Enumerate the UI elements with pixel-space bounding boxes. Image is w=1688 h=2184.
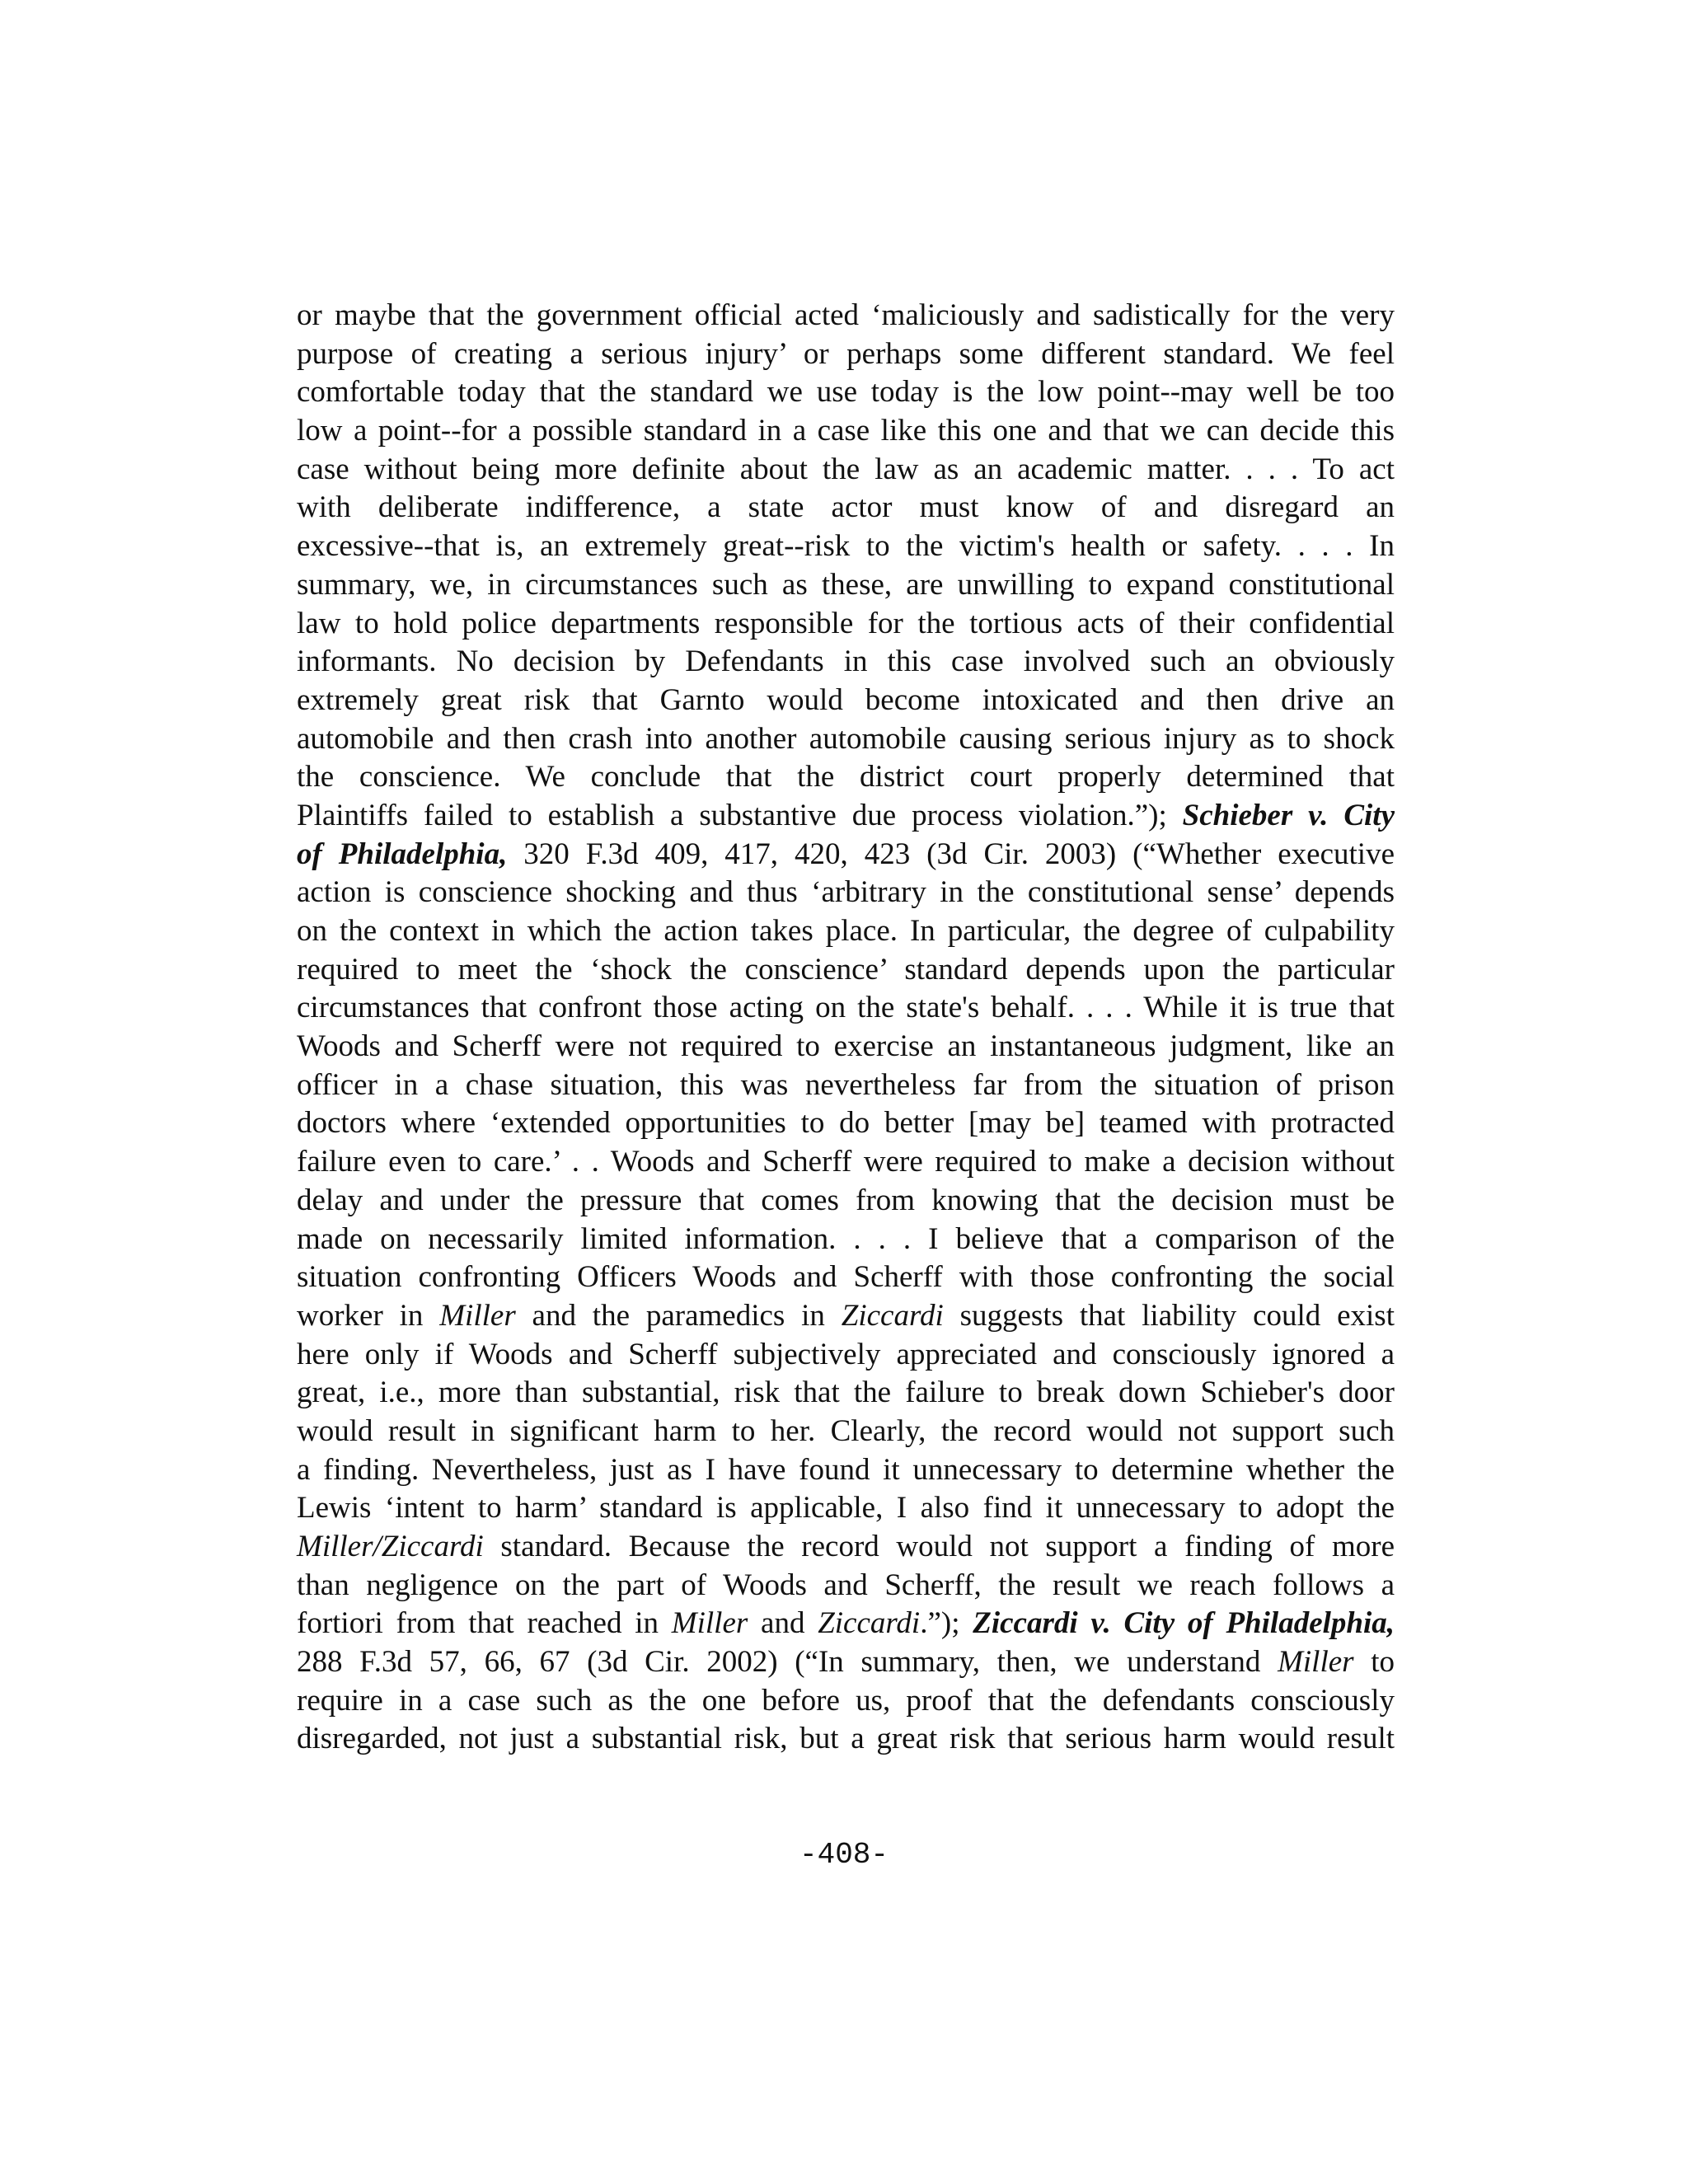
text-line <box>297 1258 1395 1297</box>
text-segment: disregarded, not just a substantial risk, but a great risk that serious harm would result <box>297 1722 1395 1756</box>
case-citation-segment: Schieber v. City <box>1182 798 1395 832</box>
text-segment: a finding. Nevertheless, just as I have found it unnecessary to determine whether the <box>297 1452 1395 1487</box>
text-segment: circumstances that confront those acting on the state's behalf. . . . While it is true that <box>297 991 1395 1025</box>
text-line <box>297 1643 1395 1682</box>
text-segment: 288 F.3d 57, 66, 67 (3d Cir. 2002) (“In summary, then, we understand <box>297 1645 1278 1680</box>
text-line <box>297 912 1395 951</box>
text-segment: purpose of creating a serious injury’ or perhaps some different standard. We feel <box>297 336 1395 371</box>
text-segment: require in a case such as the one before us, proof that the defendants consciously <box>297 1683 1395 1718</box>
text-line <box>297 1413 1395 1451</box>
text-segment: on the context in which the action takes place. In particular, the degree of culpability <box>297 914 1395 948</box>
text-line <box>297 1028 1395 1066</box>
text-segment: extremely great risk that Garnto would become intoxicated and then drive an <box>297 682 1395 717</box>
text-line <box>297 373 1395 412</box>
text-line <box>297 605 1395 644</box>
text-segment: great, i.e., more than substantial, risk that the failure to break down Schieber's door <box>297 1376 1395 1410</box>
text-line <box>297 1104 1395 1143</box>
text-segment: delay and under the pressure that comes from knowing that the decision must be <box>297 1183 1395 1217</box>
case-citation-segment: of Philadelphia, <box>297 837 508 871</box>
text-segment: officer in a chase situation, this was nevertheless far from the situation of prison <box>297 1067 1395 1102</box>
text-segment: Lewis ‘intent to harm’ standard is applicable, I also find it unnecessary to adopt the <box>297 1491 1395 1526</box>
case-citation-segment: Ziccardi v. City of Philadelphia, <box>973 1606 1395 1641</box>
text-line <box>297 1682 1395 1721</box>
text-line <box>297 335 1395 374</box>
text-segment: required to meet the ‘shock the conscience’ standard depends upon the particular <box>297 952 1395 987</box>
text-segment: and the paramedics in <box>515 1298 842 1333</box>
text-line <box>297 1297 1395 1336</box>
case-citation-segment: Miller <box>439 1298 516 1333</box>
text-segment: standard. Because the record would not support a finding of more <box>483 1530 1395 1563</box>
text-segment: made on necessarily limited information. . . . I believe that a comparison of the <box>297 1221 1395 1256</box>
text-line <box>297 1221 1395 1259</box>
text-line <box>297 1489 1395 1528</box>
text-line <box>297 682 1395 720</box>
text-segment: would result in significant harm to her. Clearly, the record would not support such <box>297 1413 1395 1448</box>
text-line <box>297 1451 1395 1490</box>
text-segment: and <box>748 1606 818 1641</box>
text-segment: case without being more definite about the law as an academic matter. . . . To act <box>297 452 1395 486</box>
text-line <box>297 489 1395 527</box>
case-citation-segment: Ziccardi <box>841 1298 944 1333</box>
text-segment: here only if Woods and Scherff subjectively appreciated and consciously ignored a <box>297 1337 1395 1371</box>
case-citation-segment: Miller/Ziccardi <box>297 1530 484 1563</box>
text-segment: than negligence on the part of Woods and Scherff, the result we reach follows a <box>297 1568 1395 1602</box>
text-line <box>297 297 1395 335</box>
text-segment: Plaintiffs failed to establish a substantive due process violation.”); <box>297 798 1183 832</box>
text-segment: excessive--that is, an extremely great--risk to the victim's health or safety. . . . In <box>297 529 1395 564</box>
text-segment: .”); <box>920 1606 973 1641</box>
text-segment: action is conscience shocking and thus ‘arbitrary in the constitutional sense’ depends <box>297 875 1395 910</box>
text-segment: to <box>1353 1645 1395 1680</box>
text-segment: comfortable today that the standard we use today is the low point--may well be too <box>297 375 1395 410</box>
text-segment: informants. No decision by Defendants in this case involved such an obviously <box>297 644 1395 679</box>
text-line <box>297 451 1395 490</box>
text-segment: doctors where ‘extended opportunities to do better [may be] teamed with protracted <box>297 1106 1395 1141</box>
text-segment: Woods and Scherff were not required to exercise an instantaneous judgment, like an <box>297 1029 1395 1064</box>
text-segment: situation confronting Officers Woods and Scherff with those confronting the social <box>297 1260 1395 1295</box>
text-line <box>297 1528 1395 1567</box>
page-number: -408- <box>799 1838 889 1872</box>
text-line <box>297 643 1395 682</box>
case-citation-segment: Ziccardi <box>818 1606 921 1641</box>
text-line <box>297 989 1395 1028</box>
text-segment: the conscience. We conclude that the district court properly determined that <box>297 760 1395 794</box>
text-line <box>297 1567 1395 1605</box>
case-citation-segment: Miller <box>671 1606 748 1641</box>
text-segment: suggests that liability could exist <box>943 1298 1395 1333</box>
text-line <box>297 758 1395 797</box>
text-line <box>297 1143 1395 1182</box>
text-segment: or maybe that the government official acted ‘maliciously and sadistically for the very <box>297 298 1395 332</box>
text-line <box>297 797 1395 836</box>
text-line <box>297 1374 1395 1413</box>
text-line <box>297 1720 1395 1759</box>
text-line <box>297 566 1395 605</box>
text-line <box>297 1182 1395 1221</box>
text-segment: fortiori from that reached in <box>297 1606 672 1641</box>
text-segment: law to hold police departments responsible for the tortious acts of their confidential <box>297 606 1395 640</box>
text-line <box>297 527 1395 566</box>
case-citation-segment: Miller <box>1278 1645 1354 1680</box>
text-segment: automobile and then crash into another automobile causing serious injury as to shock <box>297 721 1395 756</box>
text-line <box>297 412 1395 451</box>
text-line <box>297 951 1395 990</box>
text-line <box>297 1066 1395 1105</box>
text-line <box>297 1336 1395 1375</box>
text-segment: failure even to care.’ . . Woods and Scherff were required to make a decision without <box>297 1145 1395 1179</box>
text-segment: worker in <box>297 1298 440 1333</box>
body-text <box>297 297 1395 1759</box>
text-line <box>297 1605 1395 1643</box>
text-segment: low a point--for a possible standard in a case like this one and that we can decide this <box>297 414 1395 448</box>
text-line <box>297 874 1395 912</box>
text-line <box>297 836 1395 874</box>
text-segment: summary, we, in circumstances such as these, are unwilling to expand constitutional <box>297 567 1395 602</box>
text-segment: 320 F.3d 409, 417, 420, 423 (3d Cir. 2003) (“Whether executive <box>507 837 1395 871</box>
text-line <box>297 720 1395 759</box>
text-segment: with deliberate indifference, a state actor must know of and disregard an <box>297 490 1395 525</box>
